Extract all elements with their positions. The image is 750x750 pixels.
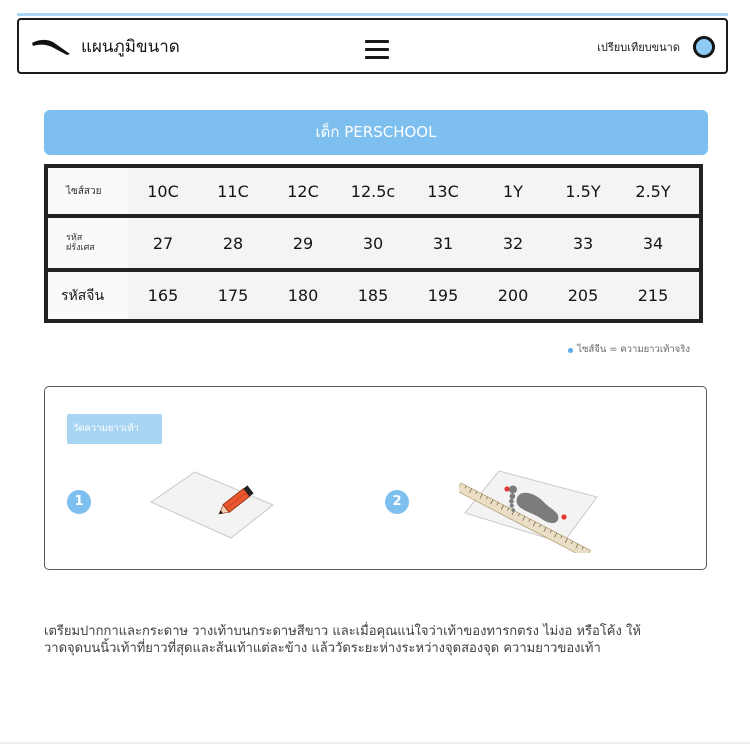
menu-bar [365,48,389,51]
table-cell: 185 [357,286,389,305]
compare-sizes-link[interactable]: เปรียบเทียบขนาด [597,41,680,54]
table-cell: 33 [572,233,594,253]
table-cell: 200 [497,286,529,305]
table-cell: 27 [152,233,174,253]
table-cell: 11C [217,181,249,201]
table-row-chinese-code [48,272,699,323]
table-cell: 32 [502,233,524,253]
table-row-french-code [48,218,699,272]
size-note [568,343,690,357]
measure-guide-box [44,386,707,570]
menu-bar [365,56,389,59]
instructions-text [44,623,724,657]
row-label [48,272,128,319]
table-cell: 175 [217,286,249,305]
size-table [44,164,703,323]
step-number-2: 2 [385,490,409,514]
hamburger-menu-icon[interactable] [365,40,389,59]
menu-bar [365,40,389,43]
table-cell: 215 [637,286,669,305]
brand-logo-icon [31,38,71,56]
page-title: แผนภูมิขนาด [81,37,180,57]
table-cell: 31 [432,233,454,253]
instruction-line: เตรียมปากกาและกระดาษ วางเท้าบนกระดาษสีขาว และเมื่อคุณแน่ใจว่าเท้าของทารกตรง ไม่งอ หรือโค้ง ให้ [44,624,641,639]
footprint-and-ruler-icon [459,467,601,553]
row-label-line: ฝรั่งเศส [66,243,95,253]
blue-dot-icon [568,348,573,353]
category-banner: เด็ก PERSCHOOL [44,110,708,155]
table-cell: 2.5Y [635,181,671,201]
bottom-divider [0,742,750,744]
table-cell: 180 [287,286,319,305]
header-bar [17,18,728,74]
table-cell: 1Y [503,181,523,201]
size-note-text: ไซส์จีน = ความยาวเท้าจริง [577,344,690,355]
row-label-text: ไซส์สวย [66,185,102,197]
row-label [48,218,128,268]
row-label-text: รหัสจีน [61,287,105,304]
toe-marker-icon [504,486,509,491]
table-cell: 195 [427,286,459,305]
table-cell: 165 [147,286,179,305]
table-cell: 205 [567,286,599,305]
table-cell: 29 [292,233,314,253]
table-cell: 12C [287,181,319,201]
paper-icon [151,472,273,538]
paper-and-pencil-icon [149,469,275,541]
table-cell: 30 [362,233,384,253]
radio-toggle-icon[interactable] [693,36,715,58]
top-accent-line [17,13,728,16]
table-cell: 13C [427,181,459,201]
table-cell: 1.5Y [565,181,601,201]
step-number-1: 1 [67,490,91,514]
table-cell: 34 [642,233,664,253]
table-cell: 12.5c [350,181,396,201]
row-label-line: รหัส [66,233,83,243]
measure-tag: วัดความยาวเท้า [67,414,162,444]
table-cell: 28 [222,233,244,253]
table-cell: 10C [147,181,179,201]
heel-marker-icon [561,514,566,519]
table-row-size [48,168,699,218]
row-label [48,168,128,214]
instruction-line: วาดจุดบนนิ้วเท้าที่ยาวที่สุดและส้นเท้าแต่ละข้าง แล้ววัดระยะห่างระหว่างจุดสองจุด ความยาวของเท้า [44,641,601,656]
